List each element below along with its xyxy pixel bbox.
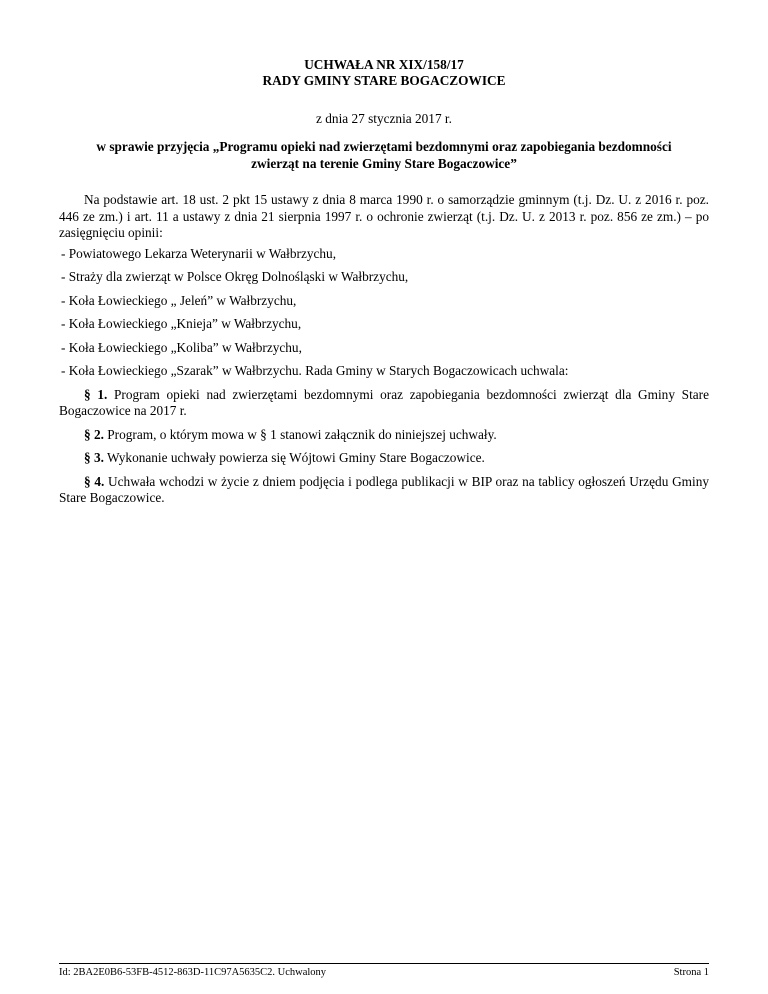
subject-line-1: w sprawie przyjęcia „Programu opieki nad zwierzętami bezdomnymi oraz zapobiegania bezdomności [96, 139, 672, 154]
opinions-list [59, 246, 709, 380]
opinion-item: - Koła Łowieckiego „Knieja” w Wałbrzychu, [61, 316, 302, 331]
title-line-1: UCHWAŁA NR XIX/158/17 [304, 57, 464, 72]
paragraph-text: Uchwała wchodzi w życie z dniem podjęcia i podlega publikacji w BIP oraz na tablicy ogłoszeń Urzędu Gminy Stare Bogaczowice. [59, 473, 710, 505]
paragraph-number: § 3. [84, 450, 104, 465]
paragraph-text: Program opieki nad zwierzętami bezdomnymi oraz zapobiegania bezdomności zwierząt dla Gminy Stare Bogaczowice na 2017 r. [59, 386, 710, 418]
footer-page-number: Strona 1 [673, 967, 709, 978]
opinion-item: - Koła Łowieckiego „Koliba” w Wałbrzychu, [61, 339, 302, 355]
paragraph-text: Program, o którym mowa w § 1 stanowi załącznik do niniejszej uchwały. [103, 426, 497, 442]
resolution-body [59, 192, 709, 507]
subject-line-2: zwierząt na terenie Gminy Stare Bogaczowice” [251, 155, 517, 171]
paragraph-1 [59, 387, 709, 420]
preamble: Na podstawie art. 18 ust. 2 pkt 15 ustawy z dnia 8 marca 1990 r. o samorządzie gminnym (t.j. Dz. U. z 2016 r. poz. 446 ze zm.) i art. 11 a ustawy z dnia 21 sierpnia 1997 r. o ochronie zwierząt (t.j. Dz. U. z 2013 r. poz. 856 ze zm.) – po zasięgnięciu opinii: [59, 192, 709, 240]
paragraph-number: § 4. [84, 473, 105, 489]
title-line-2: RADY GMINY STARE BOGACZOWICE [262, 73, 506, 88]
paragraph-2 [59, 427, 709, 444]
resolution-title [60, 57, 708, 89]
opinion-item: - Koła Łowieckiego „Szarak” w Wałbrzychu. Rada Gminy w Starych Bogaczowicach uchwala: [61, 363, 569, 378]
resolution-subject [60, 139, 708, 172]
footer-divider [59, 963, 709, 964]
paragraph-number: § 2. [84, 426, 104, 442]
opinion-item: - Koła Łowieckiego „ Jeleń” w Wałbrzychu, [61, 292, 297, 308]
paragraph-text: Wykonanie uchwały powierza się Wójtowi Gminy Stare Bogaczowice. [103, 450, 485, 465]
opinion-item: - Straży dla zwierząt w Polsce Okręg Dolnośląski w Wałbrzychu, [61, 269, 409, 284]
paragraph-4 [59, 474, 709, 507]
resolution-date: z dnia 27 stycznia 2017 r. [316, 111, 452, 126]
paragraph-number: § 1. [84, 386, 108, 402]
footer-document-id: Id: 2BA2E0B6-53FB-4512-863D-11C97A5635C2. Uchwalony [59, 967, 327, 978]
paragraph-3 [59, 450, 709, 467]
opinion-item: - Powiatowego Lekarza Weterynarii w Wałbrzychu, [61, 245, 337, 261]
